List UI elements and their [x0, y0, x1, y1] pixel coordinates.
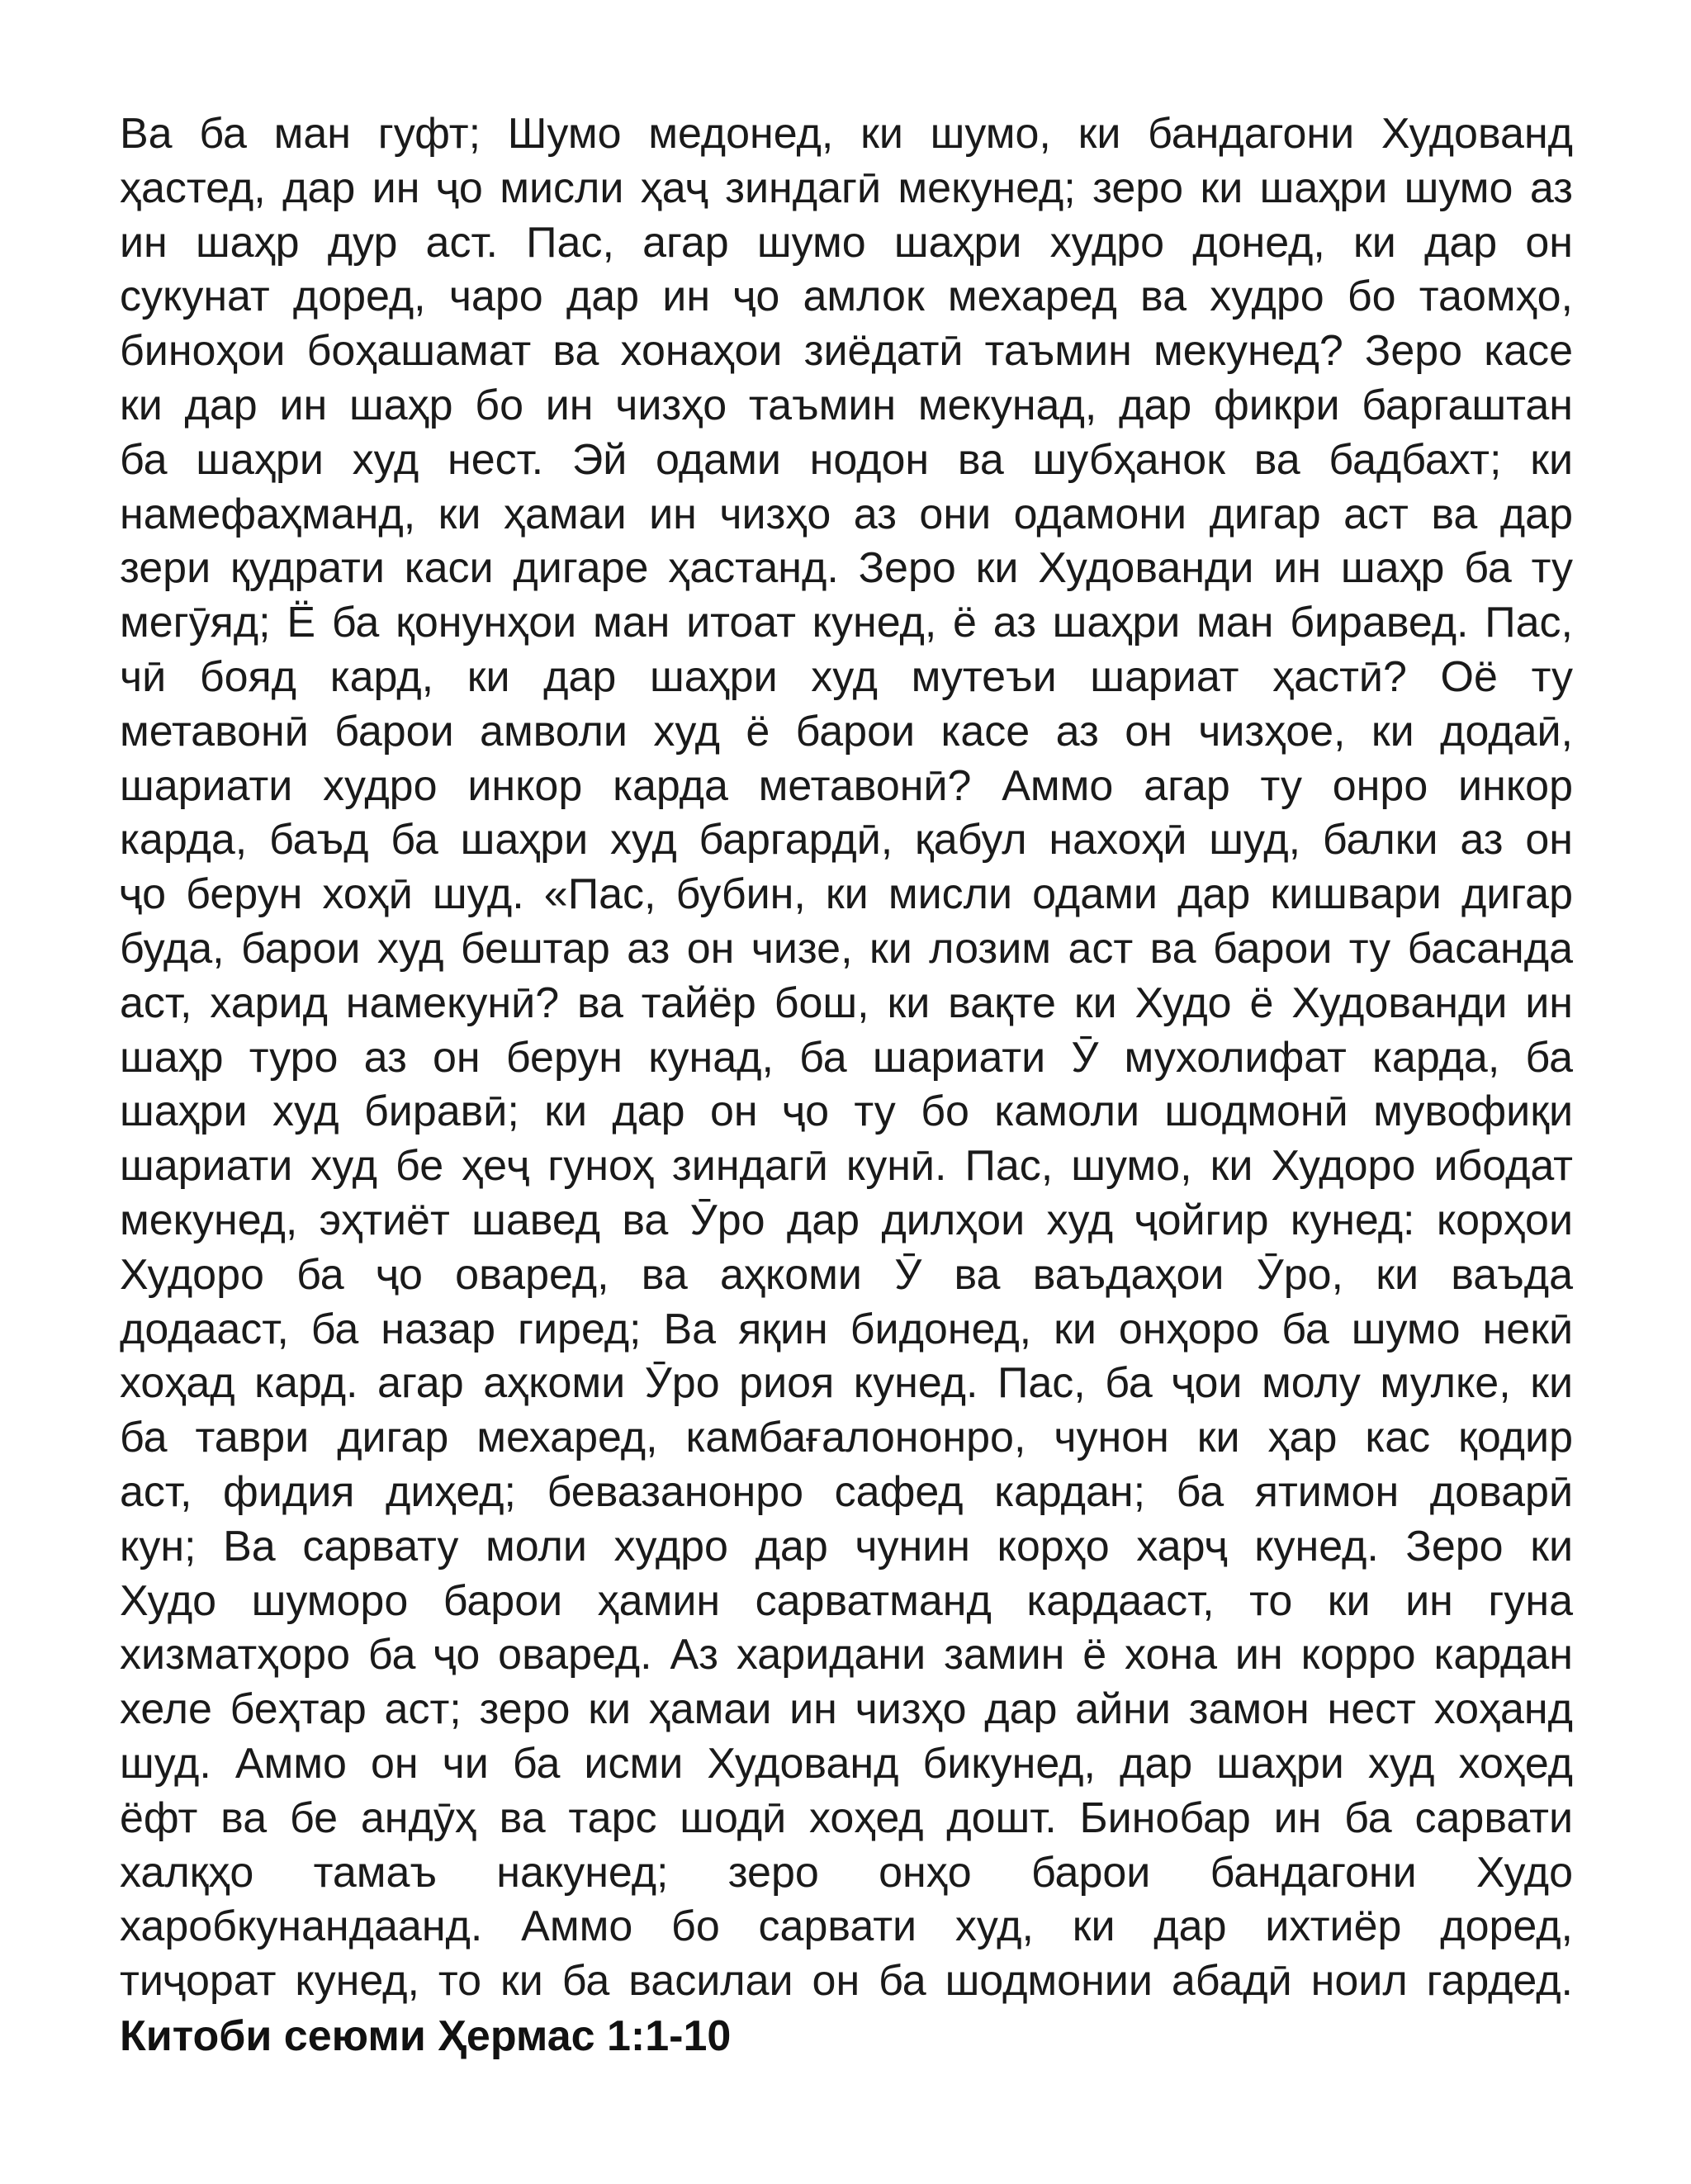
text-line: тиҷорат кунед, то ки ба василаи он ба шодмонии абадӣ ноил гардед. [120, 1957, 1573, 2006]
text-line: мегӯяд; Ё ба қонунҳои ман итоат кунед, ё аз шаҳри ман биравед. Пас, [120, 599, 1573, 647]
text-line: Худо шуморо барои ҳамин сарватманд кардааст, то ки ин гуна [120, 1576, 1573, 1625]
text-line: ҳастед, дар ин ҷо мисли ҳаҷ зиндагӣ мекунед; зеро ки шаҳри шумо аз [120, 163, 1573, 212]
text-line: биноҳои боҳашамат ва хонаҳои зиёдатӣ таъмин мекунед? Зеро касе [120, 327, 1573, 376]
text-line: сукунат доред, чаро дар ин ҷо амлок мехаред ва худро бо таомҳо, [120, 272, 1573, 321]
citation: Китоби сеюми Ҳермас 1:1-10 [120, 2011, 732, 2060]
text-line: ба таври дигар мехаред, камбағалононро, чунон ки ҳар кас қодир [120, 1414, 1573, 1462]
text-line: додааст, ба назар гиред; Ва яқин бидонед, ки онҳоро ба шумо некӣ [120, 1305, 1573, 1353]
text-line: Ва ба ман гуфт; Шумо медонед, ки шумо, ки бандагони Худованд [120, 110, 1573, 158]
text-line: шариати худро инкор карда метавонӣ? Аммо агар ту онро инкор [120, 761, 1573, 810]
text-line: шаҳр туро аз он берун кунад, ба шариати Ӯ мухолифат карда, ба [120, 1033, 1573, 1082]
text-line: халқҳо тамаъ накунед; зеро онҳо барои бандагони Худо [120, 1848, 1573, 1897]
text-line: хизматҳоро ба ҷо оваред. Аз харидани замин ё хона ин корро кардан [120, 1631, 1573, 1679]
text-line: шуд. Аммо он чи ба исми Худованд бикунед, дар шаҳри худ хоҳед [120, 1739, 1573, 1788]
text-line: метавонӣ барои амволи худ ё барои касе аз он чизҳое, ки додаӣ, [120, 707, 1573, 756]
text-line: ки дар ин шаҳр бо ин чизҳо таъмин мекунад, дар фикри баргаштан [120, 381, 1573, 429]
body-text [120, 107, 1573, 2009]
text-line: ба шаҳри худ нест. Эй одами нодон ва шубҳанок ва бадбахт; ки [120, 435, 1573, 484]
text-line: зери қудрати каси дигаре ҳастанд. Зеро ки Худованди ин шаҳр ба ту [120, 544, 1573, 593]
text-line: Худоро ба ҷо оваред, ва аҳкоми Ӯ ва ваъдаҳои Ӯро, ки ваъда [120, 1250, 1573, 1299]
text-line: аст, харид намекунӣ? ва тайёр бош, ки вақте ки Худо ё Худованди ин [120, 978, 1573, 1027]
document-page [120, 107, 1573, 2063]
text-line: буда, барои худ бештар аз он чизе, ки лозим аст ва барои ту басанда [120, 924, 1573, 973]
text-line: намефаҳманд, ки ҳамаи ин чизҳо аз они одамони дигар аст ва дар [120, 490, 1573, 538]
text-line: карда, баъд ба шаҳри худ баргардӣ, қабул нахоҳӣ шуд, балки аз он [120, 816, 1573, 865]
text-line: ҷо берун хоҳӣ шуд. «Пас, бубин, ки мисли одами дар кишвари дигар [120, 870, 1573, 919]
text-line: хеле беҳтар аст; зеро ки ҳамаи ин чизҳо дар айни замон нест хоҳанд [120, 1685, 1573, 1734]
text-line: хоҳад кард. агар аҳкоми Ӯро риоя кунед. Пас, ба ҷои молу мулке, ки [120, 1359, 1573, 1408]
text-line: харобкунандаанд. Аммо бо сарвати худ, ки дар ихтиёр доред, [120, 1902, 1573, 1951]
text-line: чӣ бояд кард, ки дар шаҳри худ мутеъи шариат ҳастӣ? Оё ту [120, 652, 1573, 701]
text-line: мекунед, эҳтиёт шавед ва Ӯро дар дилҳои худ ҷойгир кунед: корҳои [120, 1196, 1573, 1244]
text-line: шаҳри худ биравӣ; ки дар он ҷо ту бо камоли шодмонӣ мувофиқи [120, 1087, 1573, 1136]
text-line: ёфт ва бе андӯҳ ва тарс шодӣ хоҳед дошт. Бинобар ин ба сарвати [120, 1793, 1573, 1842]
text-line: кун; Ва сарвату моли худро дар чунин корҳо харҷ кунед. Зеро ки [120, 1522, 1573, 1570]
text-line: аст, фидия диҳед; бевазанонро сафед кардан; ба ятимон доварӣ [120, 1467, 1573, 1516]
text-line: шариати худ бе ҳеҷ гуноҳ зиндагӣ кунӣ. Пас, шумо, ки Худоро ибодат [120, 1142, 1573, 1191]
text-line: ин шаҳр дур аст. Пас, агар шумо шаҳри худро донед, ки дар он [120, 218, 1573, 267]
